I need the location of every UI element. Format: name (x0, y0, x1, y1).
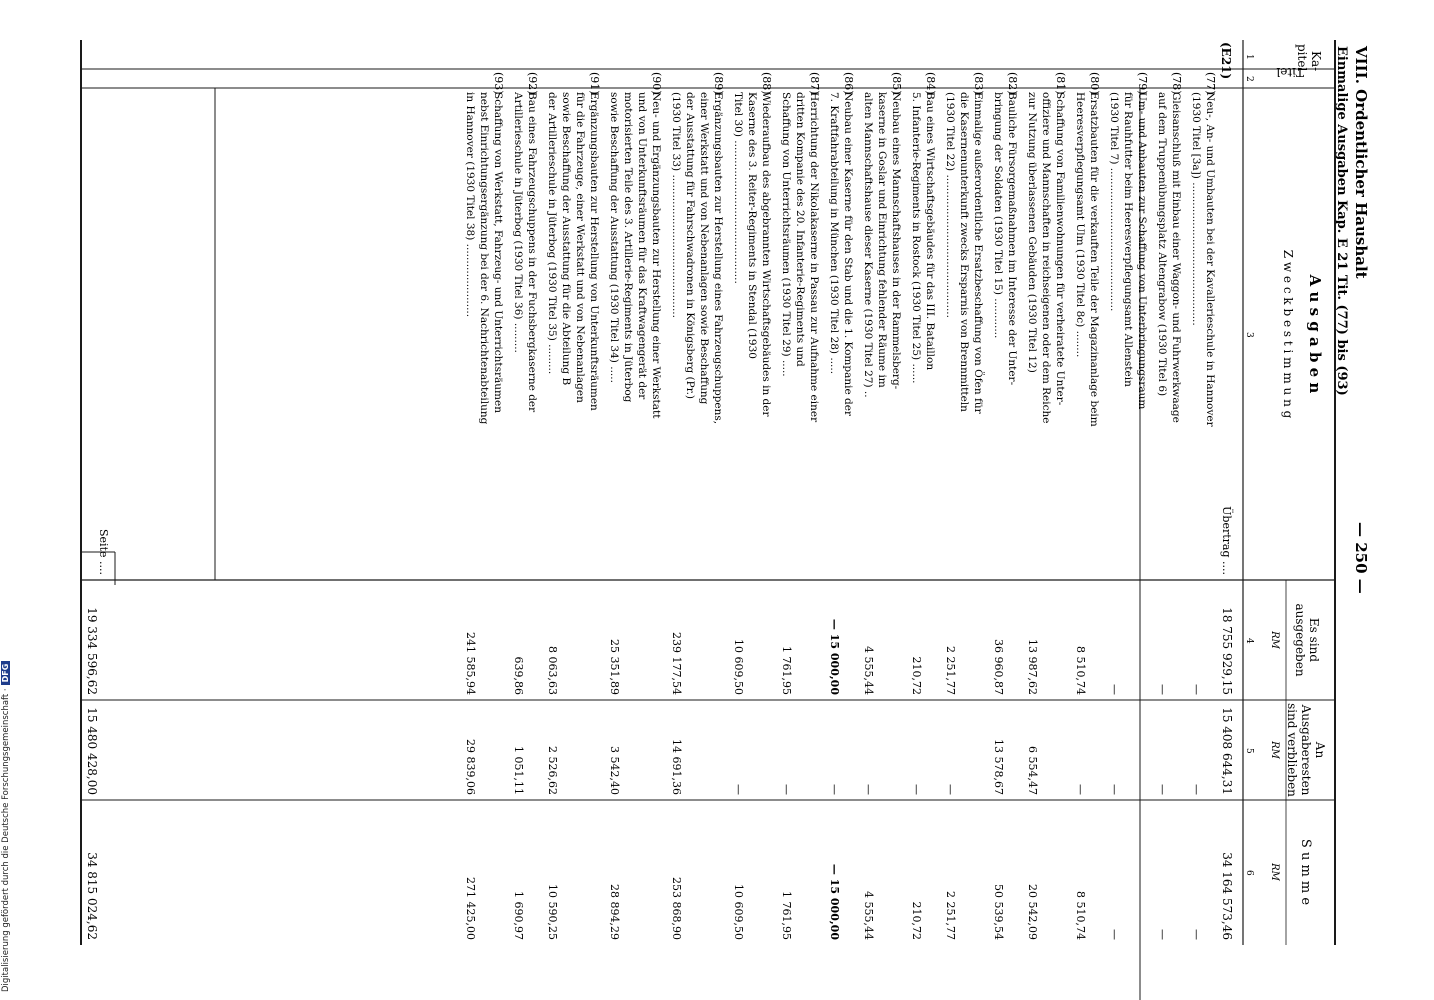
row-col5: — (862, 784, 875, 795)
row-col4: — 15 000,00 (828, 618, 841, 695)
row-col4: 210,72 (910, 656, 923, 695)
uebertrag-col4: 18 755 929,15 (1220, 607, 1234, 695)
row-text-line: die Kasernenunterkunft zwecks Ersparnis von Brennmitteln (958, 92, 970, 412)
col3-header-sub: Z w e c k b e s t i m m u n g (1281, 249, 1295, 419)
row-col5: 13 578,67 (992, 739, 1005, 795)
row-col5: 2 526,62 (546, 746, 559, 795)
col5-header-line3: sind verblieben (1285, 703, 1299, 797)
row-col6: 4 555,44 (862, 891, 875, 940)
row-col6: — (1156, 929, 1169, 940)
row-col6: 253 868,90 (670, 877, 683, 940)
row-text-line: Neubau eines Mannschaftshauses in der Rammelsberg- (890, 92, 902, 390)
uebertrag-col5: 15 408 644,31 (1220, 707, 1234, 795)
page-number: — 250 — (1352, 522, 1370, 594)
row-text-line: Neubau einer Kaserne für den Stab und die 1. Kompanie der (842, 92, 854, 416)
row-text-line: und von Unterkunftsräumen für das Kraftwagengerät der (636, 92, 648, 400)
uebertrag-label: Übertrag .... (1220, 506, 1233, 575)
row-text-line: Um- und Anbauten zur Schaffung von Unterbringungsraum (1136, 92, 1148, 410)
row-text-line: Gleisanschluß mit Einbau einer Waggon- und Fuhrwerkwaage (1170, 92, 1182, 423)
row-titel: (81) (1054, 72, 1067, 95)
col2-header: Titel (1276, 65, 1304, 79)
row-col6: — 15 000,00 (828, 863, 841, 940)
row-text-line: sowie Beschaffung der Ausstattung für die Abteilung B (560, 92, 572, 386)
row-titel: (84) (924, 72, 937, 95)
row-text-line: alten Mannschaftshause dieser Kaserne (1930 Titel 27) .. (862, 92, 874, 398)
row-col4: 639,86 (512, 656, 525, 695)
row-col6: 10 590,25 (546, 884, 559, 940)
row-text-line: auf dem Truppenübungsplatz Altengrabow (1930 Titel 6) (1156, 92, 1168, 397)
row-col5: 6 554,47 (1026, 746, 1039, 795)
row-col6: 271 425,00 (464, 877, 477, 940)
row-text-line: 7. Kraftfahrabteilung in München (1930 Titel 28) ..... (828, 92, 840, 375)
row-col5: — (1156, 784, 1169, 795)
row-col6: 2 251,77 (944, 891, 957, 940)
row-text-line: dritten Kompanie des 20. Infanterie-Regiments und (794, 92, 806, 367)
row-titel: (79) (1136, 72, 1149, 95)
row-text-line: in Hannover (1930 Titel 38) ...................... (464, 92, 476, 318)
row-col4: 2 251,77 (944, 646, 957, 695)
col-number-2: 2 (1244, 76, 1254, 82)
row-col4: — (1156, 684, 1169, 695)
section-title: VIII. Ordentlicher Haushalt (1352, 46, 1370, 279)
col6-header: S u m m e (1298, 838, 1313, 906)
row-text-line: Schaffung von Unterrichtsräumen (1930 Titel 29) ..... (780, 92, 792, 377)
row-col6: 1 690,97 (512, 891, 525, 940)
kapitel-label: (E21) (1219, 42, 1233, 80)
row-titel: (92) (526, 72, 539, 95)
row-col6: 1 761,95 (780, 891, 793, 940)
row-titel: (85) (890, 72, 903, 95)
row-titel: (93) (492, 72, 505, 95)
row-text-line: Ergänzungsbauten zur Herstellung von Unterkunftsräumen (588, 92, 600, 411)
row-text-line: zur Nutzung überlassenen Gebäuden (1930 Titel 12) (1026, 92, 1038, 373)
row-text-line: sowie Beschaffung der Ausstattung (1930 Titel 34) ..... (608, 92, 620, 383)
row-text-line: Bauliche Fürsorgemaßnahmen im Interesse der Unter- (1006, 92, 1018, 386)
col4-unit: RM (1269, 631, 1280, 649)
col4-header-line1: Es sind (1307, 617, 1321, 663)
col5-header-line1: An (1313, 741, 1327, 759)
row-text-line: Titel 30) ........................................... (732, 92, 744, 284)
row-text-line: (1930 Titel [3a]) ........................................... (1190, 92, 1202, 326)
row-text-line: Heeresverpflegungsamt Ulm (1930 Titel 8c) ........ (1074, 92, 1086, 358)
row-text-line: (1930 Titel 22) ........................................... (944, 92, 956, 318)
row-titel: (88) (760, 72, 773, 95)
row-text-line: Ersatzbauten für die verkauften Teile der Magazinanlage beim (1088, 92, 1100, 427)
row-text-line: Wiederaufbau des abgebrannten Wirtschaftsgebäudes in der (760, 92, 772, 417)
row-col6: 50 539,54 (992, 884, 1005, 940)
col-number-1: 1 (1244, 54, 1254, 60)
row-col6: — (1190, 929, 1203, 940)
row-col4: 25 351,89 (608, 639, 621, 695)
row-col5: — (1074, 784, 1087, 795)
row-titel: (86) (842, 72, 855, 95)
row-titel: (78) (1170, 72, 1183, 95)
row-col5: — (780, 784, 793, 795)
row-text-line: Ergänzungsbauten zur Herstellung eines Fahrzeugschuppens, (712, 92, 724, 425)
row-text-line: 5. Infanterie-Regiments in Rostock (1930 Titel 25) ...... (910, 92, 922, 384)
row-text-line: Schaffung von Familienwohnungen für verheiratete Unter- (1054, 92, 1066, 406)
row-text-line: Schaffung von Werkstatt, Fahrzeug- und Unterrichtsräumen (492, 92, 504, 413)
col-number-6: 6 (1244, 870, 1254, 876)
row-text-line: Herrichtung der Nikolakaserne in Passau zur Aufnahme einer (808, 92, 820, 423)
row-text-line: Einmalige außerordentliche Ersatzbeschaffung von Öfen für (972, 92, 984, 414)
row-text-line: kaserne in Goslar und Einrichtung fehlender Räume im (876, 92, 888, 388)
row-col4: 8 510,74 (1074, 646, 1087, 695)
row-text-line: Artillerieschule in Jüterbog (1930 Titel 36) ......... (512, 92, 524, 353)
row-col6: — (1108, 929, 1121, 940)
row-text-line: Neu- und Ergänzungsbauten zur Herstellung einer Werkstatt (650, 92, 662, 419)
row-col5: — (944, 784, 957, 795)
row-col6: 20 542,09 (1026, 884, 1039, 940)
row-col5: — (732, 784, 745, 795)
row-text-line: motorisierten Teile des 3. Artillerie-Regiments in Jüterbog (622, 92, 634, 403)
row-col4: 10 609,50 (732, 639, 745, 695)
row-col6: 210,72 (910, 901, 923, 940)
row-col4: 239 177,54 (670, 632, 683, 695)
row-text-line: Neu-, An- und Umbauten bei der Kavallerieschule in Hannover (1204, 92, 1216, 427)
row-text-line: Kaserne des 3. Reiter-Regiments in Stendal (1930 (746, 92, 758, 359)
row-text-line: einer Werkstatt und von Nebenanlagen sowie Beschaffung (698, 92, 710, 405)
footer-text: Digitalisierung gefördert durch die Deutsche Forschungsgemeinschaft · (1, 688, 11, 992)
row-text-line: Bau eines Fahrzeugschuppens in der Fuchsbergkaserne der (526, 92, 538, 413)
row-text-line: Bau eines Wirtschaftsgebäudes für das III. Bataillon (924, 92, 936, 371)
row-text-line: bringung der Soldaten (1930 Titel 15) ............ (992, 92, 1004, 339)
row-text-line: für Rauhfutter beim Heeresverpflegungsamt Allenstein (1122, 92, 1134, 387)
col5-header-line2: Ausgaberesten (1299, 704, 1313, 796)
row-col4: 4 555,44 (862, 646, 875, 695)
row-titel: (77) (1204, 72, 1217, 95)
row-col5: 1 051,11 (512, 746, 525, 795)
col1-header-line1: Ka- (1309, 51, 1323, 72)
dfg-footer (1, 52, 15, 992)
row-text-line: (1930 Titel 33) ........................................... (670, 92, 682, 318)
row-col6: 10 609,50 (732, 884, 745, 940)
row-col5: 29 839,06 (464, 739, 477, 795)
row-col6: 28 894,29 (608, 884, 621, 940)
col-number-5: 5 (1244, 748, 1254, 754)
row-titel: (87) (808, 72, 821, 95)
dfg-logo: DFG (1, 661, 10, 686)
row-titel: (89) (712, 72, 725, 95)
row-col6: 8 510,74 (1074, 891, 1087, 940)
col3-header-title: A u s g a b e n (1306, 274, 1324, 394)
row-col4: 36 960,87 (992, 639, 1005, 695)
col-number-3: 3 (1244, 332, 1254, 338)
row-col5: 3 542,40 (608, 746, 621, 795)
row-col5: — (1108, 784, 1121, 795)
row-text-line: (1930 Titel 7) ........................................... (1108, 92, 1120, 312)
row-titel: (91) (588, 72, 601, 95)
row-col4: 241 585,94 (464, 632, 477, 695)
row-text-line: offiziere und Mannschaften in reichseigenen oder dem Reiche (1040, 92, 1052, 424)
uebertrag-col6: 34 164 573,46 (1220, 852, 1234, 940)
row-titel: (82) (1006, 72, 1019, 95)
col5-unit: RM (1269, 741, 1280, 759)
col4-header-line2: ausgegeben (1293, 603, 1307, 677)
row-text-line: nebst Einrichtungsergänzung bei der 6. Nachrichtenabteilung (478, 92, 490, 425)
row-col4: — (1108, 684, 1121, 695)
row-col4: 1 761,95 (780, 646, 793, 695)
row-titel: (80) (1088, 72, 1101, 95)
row-text-line: für die Fahrzeuge, einer Werkstatt und von Nebenanlagen (574, 92, 586, 403)
seite-col6: 34 815 024,62 (85, 852, 99, 940)
row-col5: — (910, 784, 923, 795)
row-col5: — (828, 784, 841, 795)
col1-header-line2: pitel (1295, 44, 1309, 72)
table-rows (464, 72, 1217, 940)
row-text-line: der Artillerieschule in Jüterbog (1930 Titel 35) ......... (546, 92, 558, 375)
row-col5: 14 691,36 (670, 739, 683, 795)
row-titel: (83) (972, 72, 985, 95)
row-text-line: der Ausstattung für Fahrschwadronen in Königsberg (Pr.) (684, 92, 696, 400)
seite-col5: 15 480 428,00 (85, 707, 99, 795)
row-col4: 8 063,63 (546, 646, 559, 695)
page-subtitle: Einmalige Ausgaben Kap. E 21 Tit. (77) bis (93) (1334, 46, 1349, 396)
seite-col4: 19 334 596,62 (85, 607, 99, 695)
col6-unit: RM (1269, 863, 1280, 881)
row-titel: (90) (650, 72, 663, 95)
col-number-4: 4 (1244, 638, 1254, 644)
seite-label: Seite .... (97, 529, 110, 575)
row-col4: — (1190, 684, 1203, 695)
row-col4: 13 987,62 (1026, 639, 1039, 695)
row-col5: — (1190, 784, 1203, 795)
